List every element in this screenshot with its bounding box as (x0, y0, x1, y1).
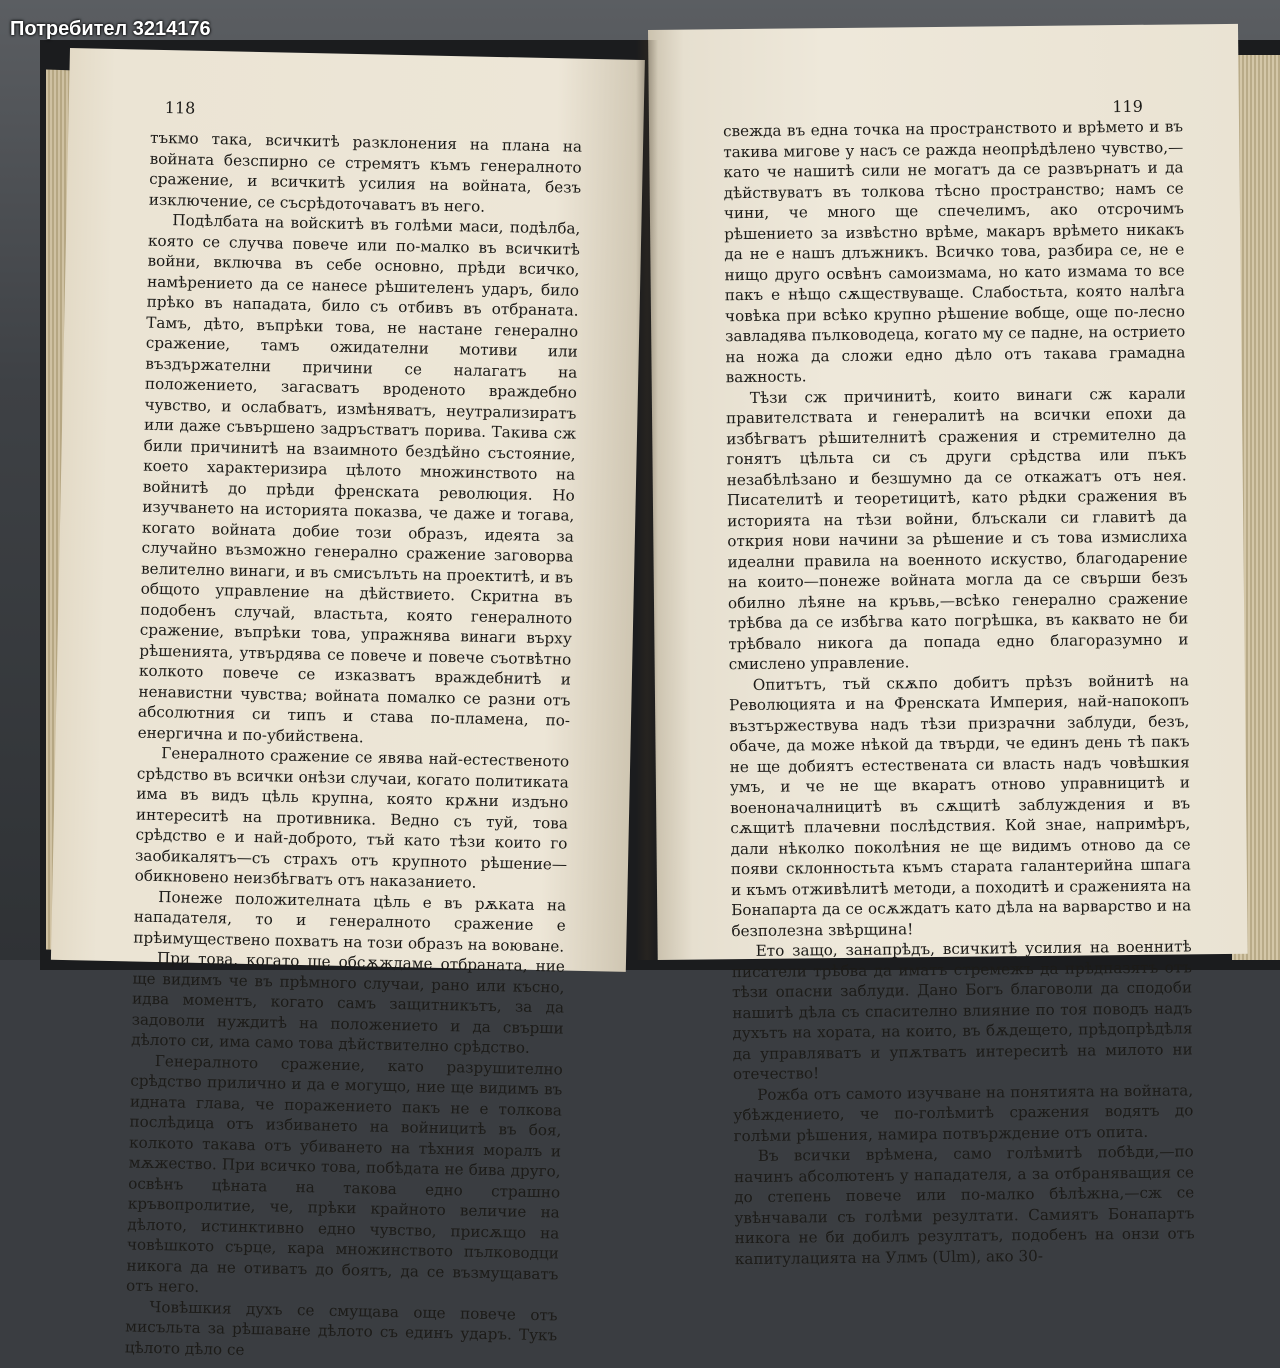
right-page (648, 24, 1248, 1268)
paragraph: Генералното сражение, като разрушително срѣдство прилично и да е могущо, ние ще видимъ въ идната глава, че поражението пакъ не е толкова послѣдица отъ избиването на войницитѣ въ боя, колкото такава отъ убиването на тѣхния моралъ и мѫжество. При всичко това, побѣдата не бива друго, освѣнъ цѣната на такова едно страшно кръвопролитие, че, прѣки крайното величие на дѣлото, истинктивно едно чувство, присѫщо на човѣшкото сърце, кара множинството пълководци никога да не отиватъ до боятъ, да се възмущаватъ отъ него. (125, 1051, 563, 1296)
paragraph: Ето защо, занапрѣдъ, всичкитѣ усилия на военнитѣ писатели трѣбва да иматъ стремежъ да прѣдпазятъ отъ тѣзи опасни заблуди. Дано Богъ благоволи да сподоби нашитѣ дѣла съ спасително влияние по тоя поводъ надъ духътъ на хората, на които, въ бѫдещето, прѣдопрѣдѣля да управляватъ и упѫтватъ интереситѣ на милото ни отечество! (731, 937, 1193, 1084)
left-page-number: 118 (164, 97, 196, 118)
left-page (51, 48, 645, 1359)
paragraph: Човѣшкия духъ се смущава още повече отъ мисъльта за рѣшаване дѣлото съ единъ ударъ. Тукъ цѣлото дѣло се (124, 1297, 558, 1359)
watermark-username: Потребител 3214176 (10, 18, 211, 40)
paragraph: Въ всички врѣмена, само голѣмитѣ побѣди,—по начинъ абсолютенъ у нападателя, а за отбраняващия се до степень повече или по-малко бѣлѣжна,—сж се увѣнчавали съ голѣми резултати. Самиятъ Бонапартъ никога не би добилъ резултатъ, подобенъ на онзи отъ капитулацията на Улмъ (Ulm), ако 30- (733, 1142, 1195, 1268)
left-page-text (125, 128, 583, 1367)
paragraph: Тѣзи сж причинитѣ, които винаги сж карали правителствата и генералитѣ на всички епохи да избѣгватъ рѣшителнитѣ сражения и стремително да гонятъ цѣльта си съ други срѣдства или пъкъ незабѣлѣзано и безшумно да се откажатъ отъ нея. Писателитѣ и теоретицитѣ, като рѣдки сражения въ историята на тѣзи войни, блъскали си главитѣ да открия нови начини за рѣшение и съ това измислиха идеални правила на военното искуство, благодарение на които—понеже войната могла да се свърши безъ обилно лѣяне на кръвь,—всѣко генерално сражение трѣбва да се избѣгва като погрѣшка, въ каквато не би трѣбвало никога да попада едно благоразумно и смислено управление. (725, 383, 1189, 674)
paragraph: тъкмо така, всичкитѣ разклонения на плана на войната безспирно се стремятъ къмъ генералното сражение, и всичкитѣ усилия на войната, безъ изключение, се съсрѣдоточаватъ въ него. (148, 128, 583, 216)
paragraph: Подѣлбата на войскитѣ въ голѣми маси, подѣлба, която се случва повече или по-малко въ всичкитѣ войни, включва въ себе основно, прѣди всичко, намѣрението да се нанесе рѣшителенъ ударъ, било прѣко въ нападата, било съ отбивъ въ отбраната. Тамъ, дѣто, въпрѣки това, не настане генерално сражение, тамъ ожидателни мотиви или въздържателни причини се налагатъ на положението, загасватъ вроденото враждебно чувство, и ослабватъ, измѣняватъ, неутрализиратъ или даже съвършено задръстватъ порива. Такива сж били причинитѣ на взаимното бездѣйно състояние, което характеризира цѣлото множинството на войнитѣ до прѣди френската революция. Но изучването на историята показва, че даже и тогава, когато войната добие този образъ, идеята за случайно възможно генерално сражение заговорва велително винаги, и въ смисълъть на проектитѣ, и въ общото управление на дѣйствието. Скритна въ подобенъ случай, властьта, която генералното сражение, въпрѣки това, упражнява винаги върху рѣшенията, утвърдява се повече и повече съотвѣтно колкото повече се изказватъ враждебнитѣ и ненавистни чувства; войната помалко се разни отъ абсолютния си типъ и става по-пламена, по-енергична и по-убийствена. (137, 211, 581, 746)
right-page-number: 119 (1112, 96, 1143, 117)
paragraph: Опитътъ, тъй скѫпо добитъ прѣзъ войнитѣ на Революцията и на Френската Империя, най-напокопъ възтържествува надъ тѣзи призрачни заблуди, безъ, обаче, да може нѣкой да твърди, че единъ день тѣ пакъ не ще добиятъ естествената си власть надъ човѣшкия умъ, и че не ще вкаратъ отново управницитѣ и военоначалницитѣ въ сѫщитѣ заблуждения и въ сѫщитѣ плачевни послѣдствия. Кой знае, напримѣръ, дали нѣколко поколѣния не ще видимъ отново да се появи склонностьта къмъ старата галантерийна шпага и къмъ отживѣлитѣ методи, а походитѣ и сраженията на Бонапарта да се осѫждатъ като дѣла на варварство и на безполезна звѣрщина! (728, 670, 1192, 940)
paragraph: свежда въ една точка на пространството и врѣмето и въ такива мигове у насъ се ражда неопрѣдѣлено чувство,—като че нашитѣ сили не могатъ да се развърнатъ и да дѣйствуватъ въ толкова тѣсно пространство; намъ се чини, че много ще спечелимъ, ако отсрочимъ рѣшението за извѣстно врѣме, макаръ врѣмето никакъ да не е нашъ длъжникъ. Всичко това, разбира се, не е нищо друго освѣнъ самоизмама, но като измама то все пакъ е нѣщо сѫществуваще. Слабостьта, която налѣга човѣка при всѣко крупно рѣшение вобще, още по-лесно завладява пълководеца, когато му се падне, на остриeто на ножа да сложи едно дѣло отъ такава грамадна важность. (722, 117, 1186, 387)
paragraph: Генералното сражение се явява най-естественото срѣдство въ всички онѣзи случаи, когато политиката има въ видъ цѣль крупна, която крѫни издъно интереситѣ на противника. Ведно съ туй, това срѣдство е и най-доброто, тъй като тѣзи които го заобикалятъ—съ страхъ отъ крупното рѣшение—обикновено неизбѣгватъ отъ наказанието. (134, 744, 570, 892)
paragraph: При това, когато ще обсѫждаме отбраната, ние ще видимъ че въ прѣмного случаи, рано или късно, идва моментъ, когато самъ защитникътъ, за да задоволи нуждитѣ на положението и да свърши дѣлото си, има само това дѣйствително срѣдство. (131, 949, 566, 1057)
book-gutter (636, 40, 658, 960)
right-page-text (723, 116, 1195, 1269)
paragraph: Понеже положителната цѣль е въ рѫката на нападателя, то и генералното сражение е прѣимуществено похватъ на този образъ на воюване. (133, 887, 567, 956)
paragraph: Рожба отъ самото изучване на понятията на войната, убѣждението, че по-голѣмитѣ сражения водятъ до голѣми рѣшения, намира потвърждение отъ опита. (733, 1080, 1194, 1145)
